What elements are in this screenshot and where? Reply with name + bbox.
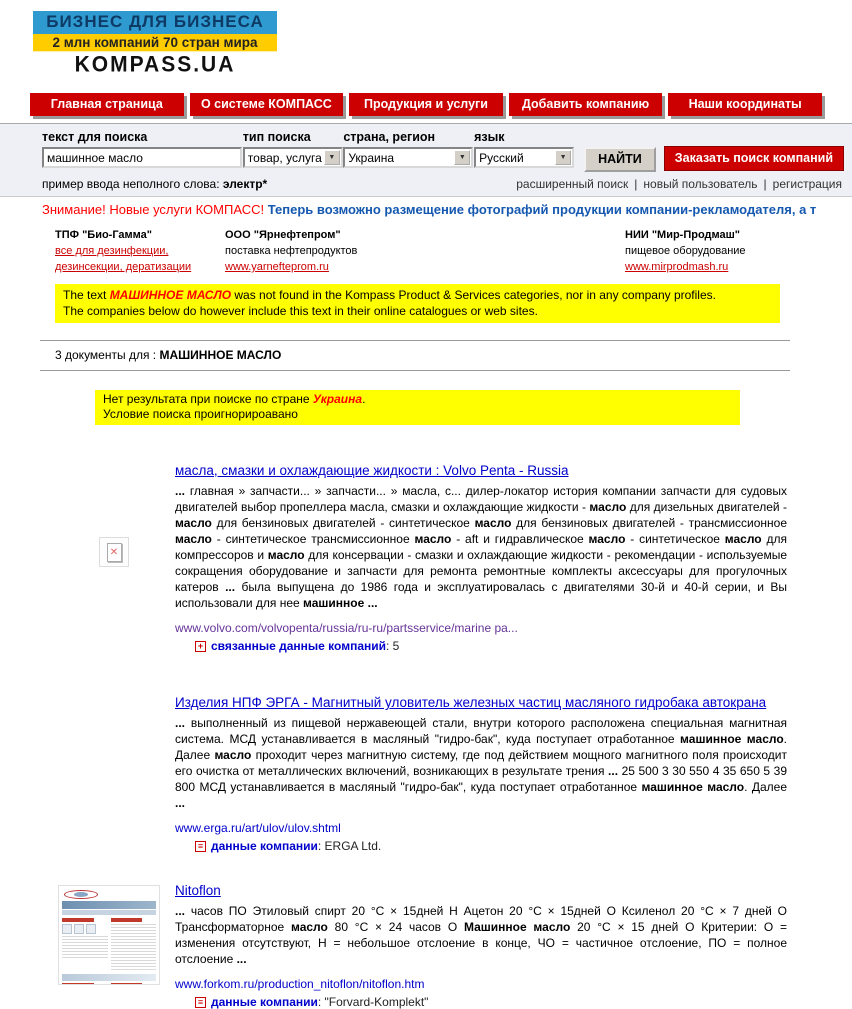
search-text-label: текст для поиска [42,130,148,144]
result-snippet: ... выполненный из пищевой нержавеющей стали, внутри которого расположена специальная магнитная система. МСД устанавливается в масляный "гидро-бак", куда поступает отработанное машинное масло. Далее масло проходит через магнитную систему, где под действием мощного магнитного поля происходит его очистка от металлических включений, возникающих в результате трения ... 25 500 3 30 550 4 35 650 5 39 800 МСД устанавливается в масляный "гидро-бак", куда поступает отработанное машинное масло. Далее ... [175,716,788,810]
search-country-label: страна, регион [343,130,436,144]
chevron-down-icon[interactable]: ▼ [454,150,470,165]
search-type-select[interactable] [243,147,343,168]
nav-add-company-button[interactable]: Добавить компанию [509,93,663,116]
sponsor-yarnefteprom: ООО "Ярнефтепром" поставка нефтепродуктов www.yarnefteprom.ru [225,229,358,273]
search-input[interactable] [42,147,242,168]
search-country-select[interactable] [343,147,473,168]
company-name: : "Forvard-Komplekt" [317,995,429,1009]
not-found-notice: The text МАШИННОЕ МАСЛО was not found in the Kompass Product & Services categories, nor in any company profiles. The companies below do however include this text in their online catalogues or web sites. [55,284,780,323]
search-example-hint: пример ввода неполного слова: электр* [42,177,268,191]
sponsor-bio-gamma: ТПФ "Био-Гамма" все для дезинфекции, дезинсекции, дератизации [55,229,192,273]
search-country-value: Украина [348,150,395,165]
search-lang-select[interactable] [474,147,574,168]
sponsor-site-link[interactable]: www.yarnefteprom.ru [225,261,329,273]
logo-slogan-1: БИЗНЕС ДЛЯ БИЗНЕСА [31,9,279,34]
result-url[interactable]: www.erga.ru/art/ulov/ulov.shtml [175,821,341,835]
attention-blue-text: Теперь возможно размещение фотографий продукции компании-рекламодателя, а т [267,202,817,217]
result-url[interactable]: www.forkom.ru/production_nitoflon/nitoflon.htm [175,977,425,991]
result-title-link[interactable]: Nitoflon [175,883,221,898]
registration-link[interactable]: регистрация [772,177,842,191]
search-panel [0,123,852,197]
logo-wordmark: KOMPASS.UA [31,51,279,79]
search-result-3 [0,883,852,1009]
attention-red-text: Знимание! Новые услуги КОМПАСС! [42,202,268,217]
sponsor-link[interactable]: дезинсекции, дератизации [55,261,192,273]
nav-contacts-button[interactable]: Наши координаты [668,93,822,116]
website-thumbnail[interactable] [58,885,160,985]
sponsor-link[interactable]: все для дезинфекции, [55,245,169,257]
company-name: : ERGA Ltd. [317,839,382,853]
search-result-1 [0,463,852,653]
result-snippet: ... главная » запчасти... » запчасти... » масла, с... дилер-локатор история компании запчасти для судовых двигателей выбор пропеллера масла, смазки и охлаждающие жидкости - масло для дизельных двигателей - масло для бензиновых двигателей - синтетическое масло для бензиновых двигателей - трансмиссионное масло - синтетическое трансмиссионное масло - aft и гидравлическое масло - синтетическое масло для компрессоров и масло для консервации - смазки и охлаждающие жидкости - рекомендации - используемые сокращения оборудование и запчасти для ремонта ремонтные комплекты аксессуары для прогулочных катеров ... была выпущена до 1986 года и эксплуатировалась с двигателями 30-й и 40-й серии, и Вы использовали для нее машинное ... [175,484,788,610]
sponsor-mir-prodmash: НИИ "Мир-Продмаш" пищевое оборудование www.mirprodmash.ru [625,229,746,273]
search-result-2 [0,695,852,853]
main-nav [30,93,822,116]
sponsor-row [55,227,852,275]
plus-icon[interactable]: + [195,641,206,652]
find-button[interactable]: НАЙТИ [584,147,656,172]
documents-count: 3 документы для : МАШИННОЕ МАСЛО [40,340,790,371]
nav-products-button[interactable]: Продукция и услуги [349,93,503,116]
company-list-icon[interactable]: ≡ [195,997,206,1008]
result-title-link[interactable]: масла, смазки и охлаждающие жидкости : Volvo Penta - Russia [175,463,569,478]
country-highlight: Украина [312,392,363,406]
related-companies-count: : 5 [386,639,400,653]
advanced-search-link[interactable]: расширенный поиск [516,177,629,191]
no-result-notice: Нет результата при поиске по стране Украина. Условие поиска проигнорироавано [95,390,740,425]
company-data-link[interactable]: данные компании [211,839,318,853]
nav-home-button[interactable]: Главная страница [30,93,184,116]
chevron-down-icon[interactable]: ▼ [555,150,571,165]
chevron-down-icon[interactable]: ▼ [324,150,340,165]
account-links: расширенный поиск | новый пользователь | регистрация [516,177,842,191]
sponsor-site-link[interactable]: www.mirprodmash.ru [625,261,729,273]
search-lang-label: язык [474,130,505,144]
search-term-highlight: МАШИННОЕ МАСЛО [109,288,232,302]
search-type-label: тип поиска [242,130,311,144]
search-type-value: товар, услуга [247,150,322,165]
related-companies-link[interactable]: связанные данные компаний [211,639,386,653]
new-user-link[interactable]: новый пользователь [643,177,758,191]
broken-image-icon: ✕ [99,537,129,567]
result-url[interactable]: www.volvo.com/volvopenta/russia/ru-ru/partsservice/marine pa... [175,621,518,635]
kompass-logo[interactable] [30,8,280,80]
order-search-button[interactable]: Заказать поиск компаний [664,146,844,171]
company-list-icon[interactable]: ≡ [195,841,206,852]
logo-slogan-2: 2 млн компаний 70 стран мира [31,34,279,52]
result-title-link[interactable]: Изделия НПФ ЭРГА - Магнитный уловитель железных частиц масляного гидробака автокрана [175,695,767,710]
nav-about-button[interactable]: О системе КОМПАСС [190,93,344,116]
attention-banner [42,202,852,217]
company-data-link[interactable]: данные компании [211,995,318,1009]
search-lang-value: Русский [479,150,524,165]
result-snippet: ... часов ПО Этиловый спирт 20 °С × 15дней Н Ацетон 20 °С × 15дней О Ксиленол 20 °С × 7 дней О Трансформаторное масло 80 °С × 24 часов О Машинное масло 20 °С × 15 дней О Критерии: О = изменения отсутствуют, Н = небольшое отслоение в конце, ЧО = частичное отслоение, ПО = полное отслоение ... [175,904,788,966]
